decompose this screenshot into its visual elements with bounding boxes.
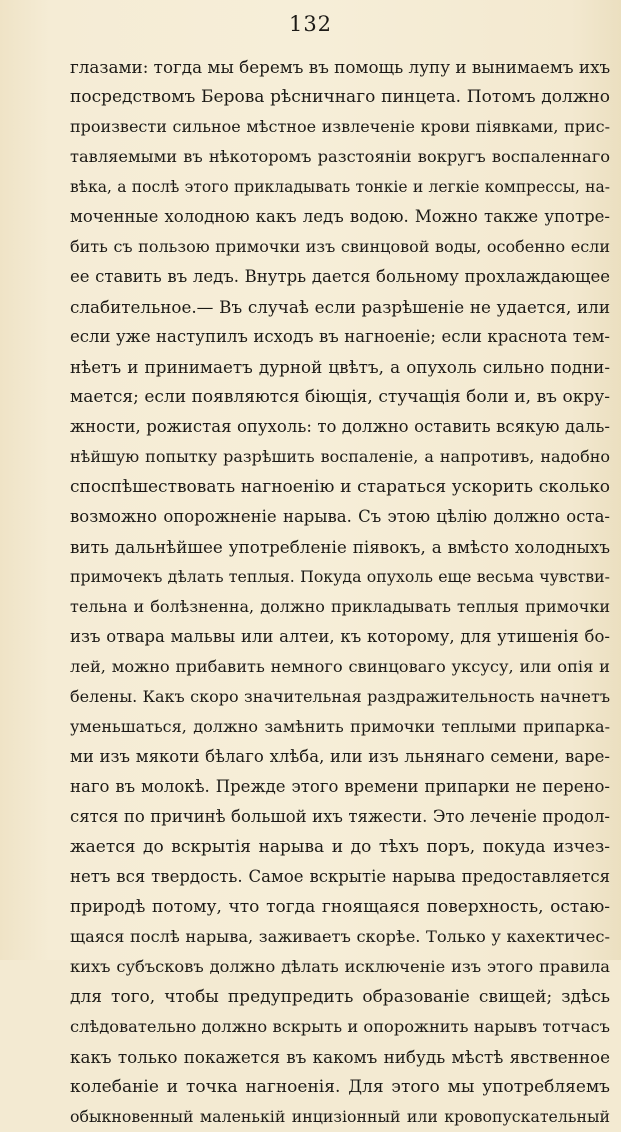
text-line-7: бить съ пользою примочки изъ свинцовой воды, особенно если: [70, 237, 610, 256]
text-line-20: изъ отвара мальвы или алтеи, къ которому, для утишенія бо-: [70, 627, 610, 646]
text-line-22: белены. Какъ скоро значительная раздражительность начнетъ: [70, 687, 610, 706]
text-line-1: глазами: тогда мы беремъ въ помощь лупу и вынимаемъ ихъ: [70, 57, 611, 77]
text-line-34: какъ только покажется въ какомъ нибудь мѣстѣ явственное: [70, 1047, 610, 1067]
text-line-17: вить дальнѣйшее употребленіе піявокъ, а вмѣсто холодныхъ: [70, 537, 610, 557]
text-line-28: нетъ вся твердость. Самое вскрытіе нарыва предоставляется: [70, 867, 610, 886]
text-line-32: для того, чтобы предупредить образованіе свищей; здѣсь: [70, 987, 610, 1007]
text-line-33: слѣдовательно должно вскрыть и опорожнить нарывъ тотчасъ: [70, 1017, 610, 1036]
text-line-26: сятся по причинѣ большой ихъ тяжести. Это леченіе продол-: [70, 807, 610, 826]
text-line-14: нѣйшую попытку разрѣшить воспаленіе, а напротивъ, надобно: [70, 447, 610, 466]
text-line-6: моченные холодною какъ ледъ водою. Можно также употре-: [70, 207, 610, 226]
text-line-35: колебаніе и точка нагноенія. Для этого мы употребляемъ: [70, 1077, 610, 1097]
text-line-3: произвести сильное мѣстное извлеченіе крови піявками, прис-: [70, 117, 610, 136]
text-line-18: примочекъ дѣлать теплыя. Покуда опухоль еще весьма чувстви-: [70, 567, 610, 586]
text-line-12: мается; если появляются біющія, стучащія боли и, въ окру-: [70, 387, 610, 407]
body-text: [70, 52, 610, 1132]
text-line-19: тельна и болѣзненна, должно прикладывать теплыя примочки: [70, 597, 610, 616]
text-line-31: кихъ субъсковъ должно дѣлать исключеніе изъ этого правила: [70, 957, 610, 976]
text-line-11: нѣетъ и принимаетъ дурной цвѣтъ, а опухоль сильно подни-: [70, 357, 610, 377]
text-line-29: природѣ потому, что тогда гноящаяся поверхность, остаю-: [70, 897, 610, 917]
text-line-24: ми изъ мякоти бѣлаго хлѣба, или изъ льнянаго семени, варе-: [70, 747, 610, 766]
text-line-10: если уже наступилъ исходъ въ нагноеніе; если краснота тем-: [70, 327, 610, 346]
text-line-4: тавляемыми въ нѣкоторомъ разстояніи вокругъ воспаленнаго: [70, 147, 610, 166]
text-line-5: вѣка, а послѣ этого прикладывать тонкіе и легкіе компрессы, на-: [70, 178, 610, 196]
text-line-36: обыкновенный маленькій инцизіонный или кровопускательный: [70, 1107, 610, 1126]
text-line-30: щаяся послѣ нарыва, заживаетъ скорѣе. Только у кахектичес-: [70, 927, 610, 946]
text-line-8: ее ставить въ ледъ. Внутрь дается больному прохлаждающее: [70, 267, 610, 286]
text-line-13: жности, рожистая опухоль: то должно оставить всякую даль-: [70, 417, 610, 436]
text-line-23: уменьшаться, должно замѣнить примочки теплыми припарка-: [70, 717, 610, 736]
page-number: 132: [288, 12, 333, 36]
text-line-2: посредствомъ Берова рѣсничнаго пинцета. Потомъ должно: [70, 87, 610, 107]
text-line-21: лей, можно прибавить немного свинцоваго уксусу, или опія и: [70, 657, 610, 676]
text-line-27: жается до вскрытія нарыва и до тѣхъ поръ, покуда изчез-: [70, 837, 610, 857]
text-line-25: наго въ молокѣ. Прежде этого времени припарки не перено-: [70, 777, 610, 796]
text-line-15: споспѣшествовать нагноенію и стараться ускорить сколько: [70, 477, 610, 497]
text-line-16: возможно опорожненіе нарыва. Съ этою цѣлію должно оста-: [70, 507, 610, 526]
text-line-9: слабительное.— Въ случаѣ если разрѣшеніе не удается, или: [70, 297, 610, 317]
